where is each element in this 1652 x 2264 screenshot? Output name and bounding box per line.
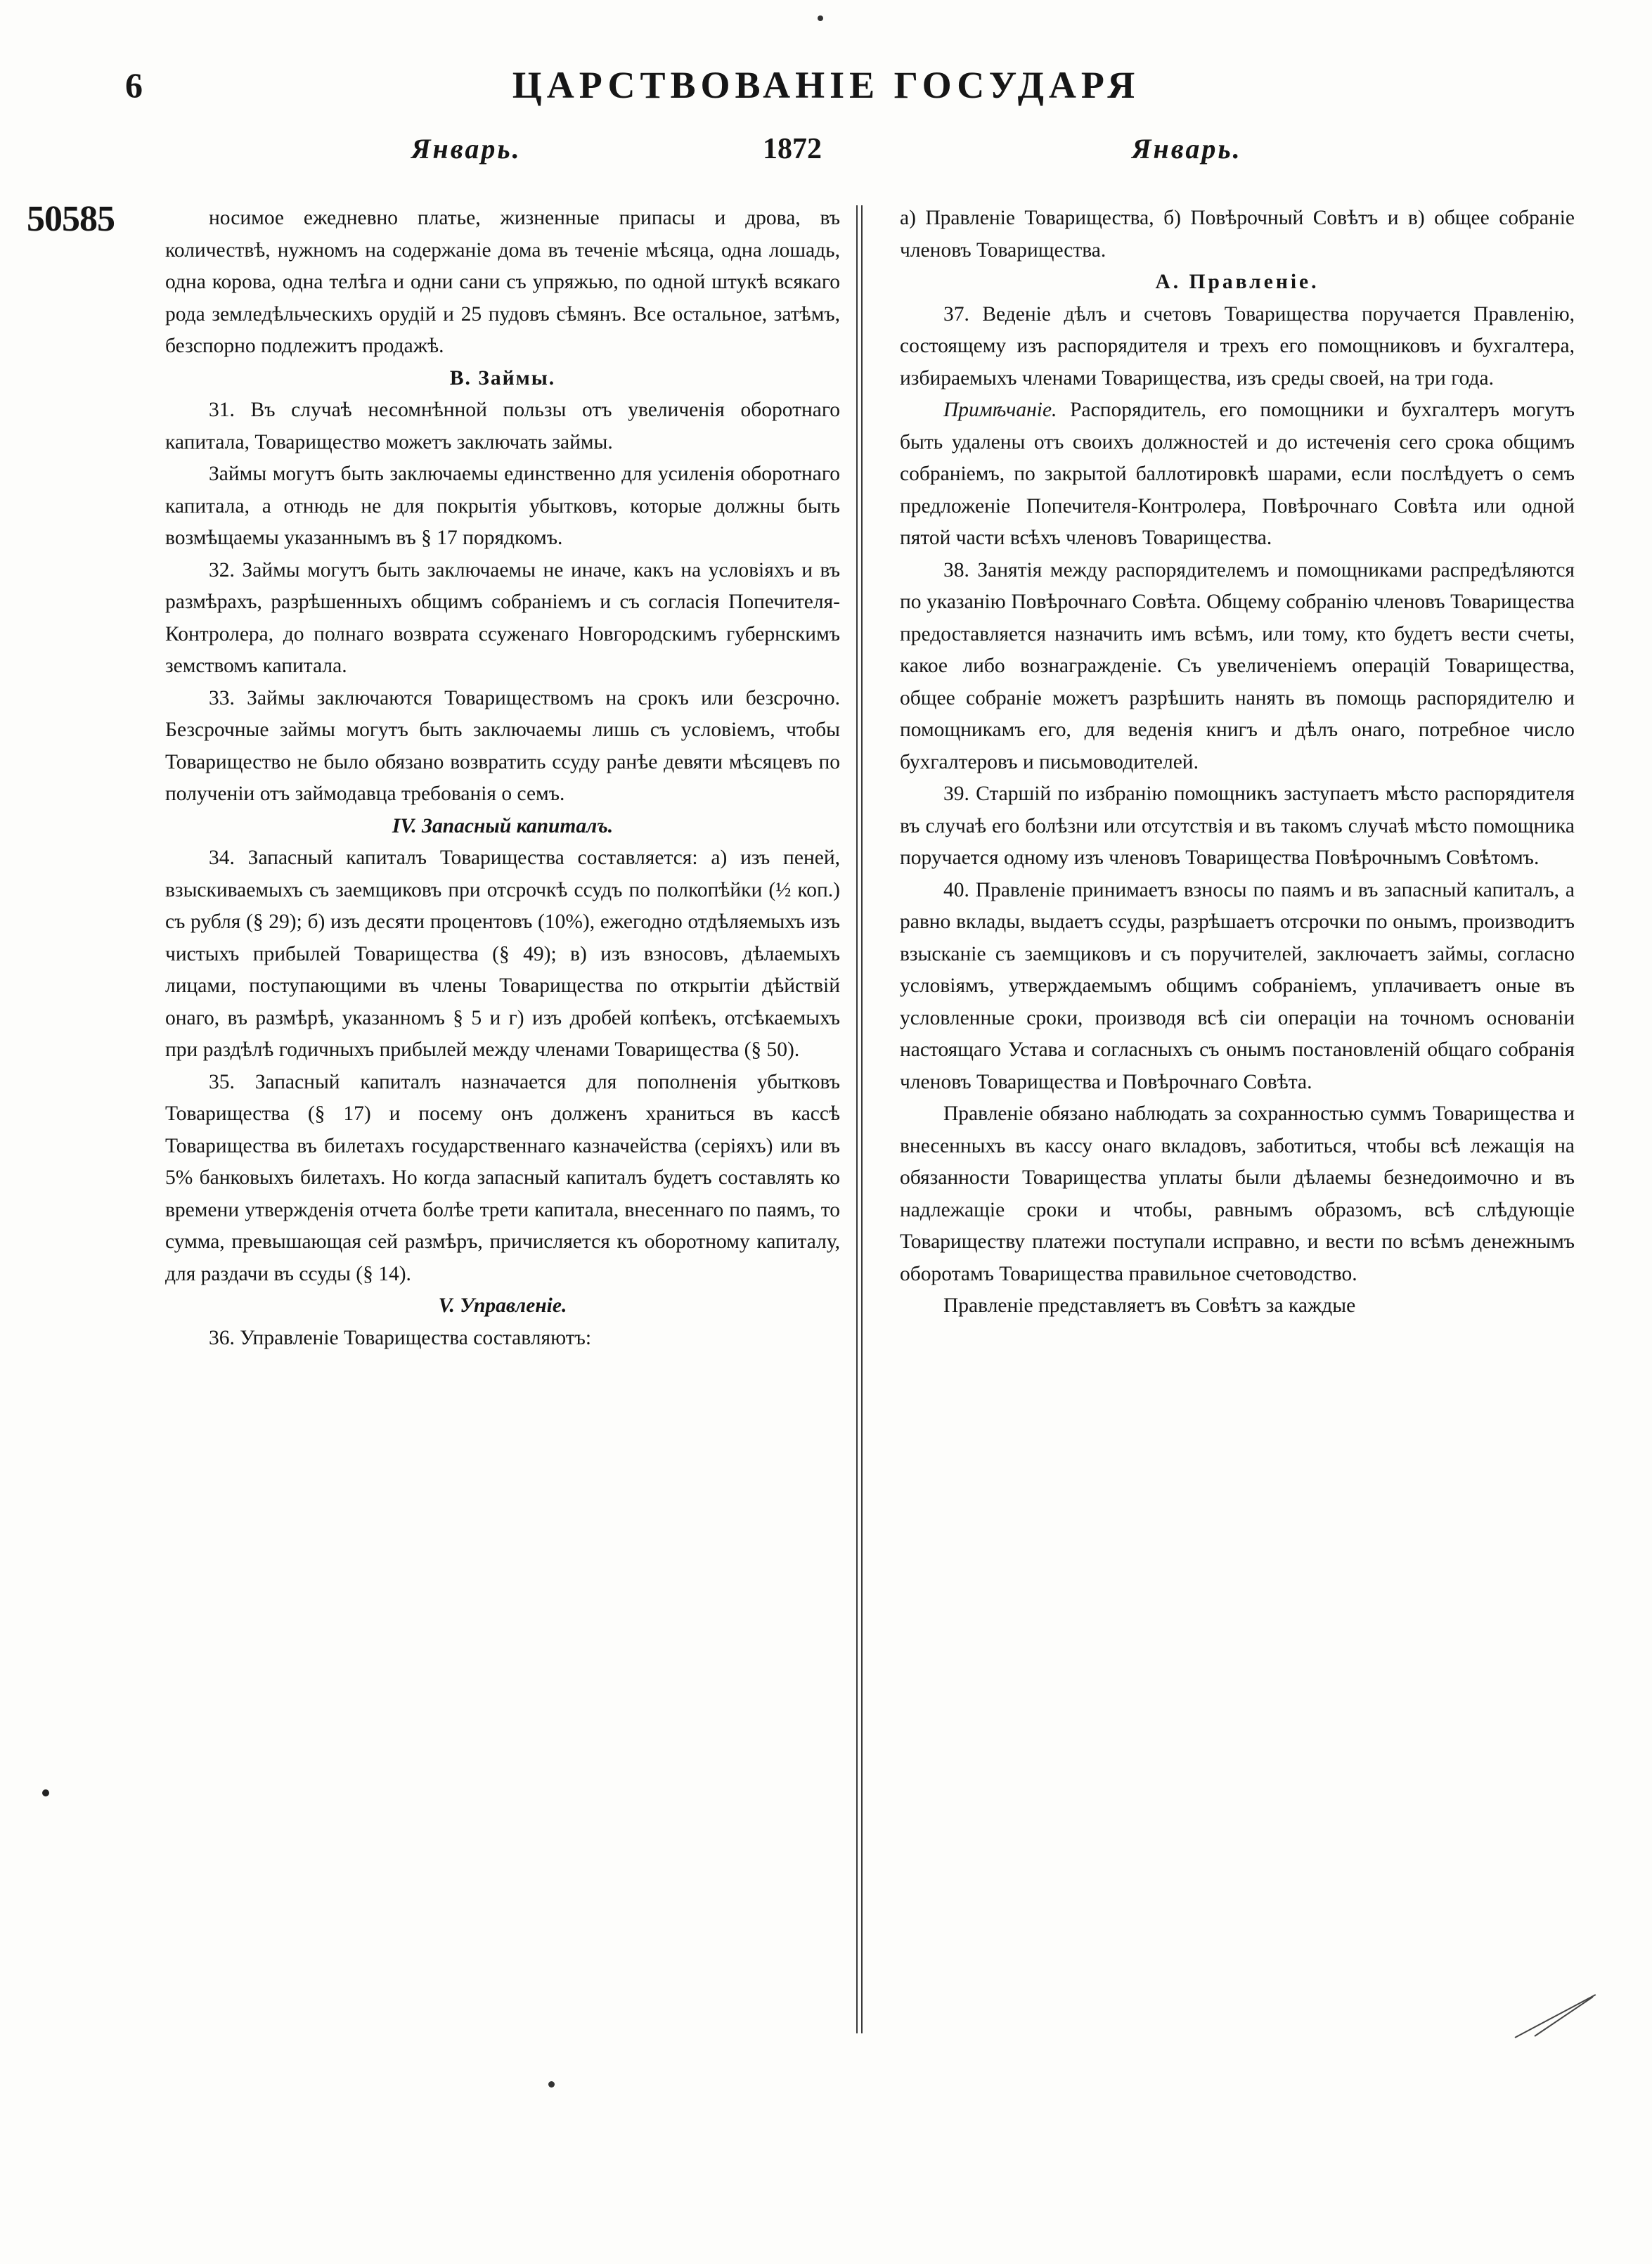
- stray-mark-bottom: [548, 2081, 555, 2088]
- paragraph: 33. Займы заключаются Товариществомъ на срокъ или безсрочно. Безсрочные займы могутъ быть заключаемы лишь съ условіемъ, чтобы Товарищество не было обязано возвратить ссуду ранѣе девяти мѣсяцевъ по полученіи отъ займодавца требованія о семъ.: [165, 686, 840, 805]
- left-column: [165, 202, 840, 1354]
- paragraph: 39. Старшій по избранію помощникъ заступаетъ мѣсто распорядителя въ случаѣ его болѣзни или отсутствія и въ такомъ случаѣ мѣсто помощника поручается одному изъ членовъ Товарищества Повѣрочнымъ Совѣтомъ.: [900, 783, 1575, 869]
- page-number: 6: [125, 65, 143, 105]
- paragraph: 40. Правленіе принимаетъ взносы по паямъ и въ запасный капиталъ, а равно вклады, выдаетъ ссуды, разрѣшаетъ отсрочки по онымъ, производитъ взысканіе съ заемщиковъ и съ поручителей, заключаетъ займы, согласно условіямъ, утверждаемымъ общимъ собраніемъ, уплачиваетъ оные въ условленные сроки, производя всѣ сіи операціи на точномъ основаніи настоящаго Устава и согласныхъ съ онымъ постановленій общаго собранія членовъ Товарищества и Повѣрочнаго Совѣта.: [900, 878, 1575, 1093]
- paragraph: Правленіе представляетъ въ Совѣтъ за каждые: [943, 1294, 1356, 1317]
- stray-mark-top: [818, 15, 823, 21]
- note-paragraph: [900, 394, 1575, 555]
- paragraph: 34. Запасный капиталъ Товарищества составляется: а) изъ пеней, взыскиваемыхъ съ заемщиковъ при отсрочкѣ ссудъ по полкопѣйки (½ коп.) съ рубля (§ 29); б) изъ десяти процентовъ (10%), ежегодно отдѣляемыхъ изъ чистыхъ прибылей Товарищества (§ 49); в) изъ взносовъ, дѣлаемыхъ лицами, поступающими въ члены Товарищества по открытіи дѣйствій онаго, въ размѣрѣ, указанномъ § 5 и г) изъ дробей копѣекъ, отсѣкаемыхъ при раздѣлѣ годичныхъ прибылей между членами Товарищества (§ 50).: [165, 847, 840, 1061]
- year: 1872: [763, 133, 822, 165]
- month-left: Январь.: [411, 133, 522, 165]
- column-divider: [856, 205, 863, 2033]
- section-heading: V. Управленіе.: [438, 1294, 567, 1317]
- page-title: ЦАРСТВОВАНІЕ ГОСУДАРЯ: [512, 64, 1140, 106]
- paragraph: 38. Занятія между распорядителемъ и помощниками распредѣляются по указанію Повѣрочнаго Совѣта. Общему собранію членовъ Товарищества предоставляется назначить имъ всѣмъ, или тому, кто будетъ вести счеты, какое либо вознагражденіе. Съ увеличеніемъ операцій Товарищества, общее собраніе можетъ разрѣшить нанять въ помощь распорядителю и помощникамъ его, для веденія книгъ и дѣлъ онаго, потребное число бухгалтеровъ и письмоводителей.: [900, 558, 1575, 773]
- stray-mark-left: [42, 1789, 49, 1796]
- section-heading: IV. Запасный капиталъ.: [392, 814, 614, 837]
- paragraph: 32. Займы могутъ быть заключаемы не иначе, какъ на условіяхъ и въ размѣрахъ, разрѣшенныхъ общимъ собраніемъ и съ согласія Попечителя-Контролера, до полнаго возврата ссуженаго Новгородскимъ губернскимъ земствомъ капитала.: [165, 558, 840, 677]
- law-number: 50585: [27, 199, 115, 239]
- running-head: [0, 132, 1652, 174]
- paragraph: 37. Веденіе дѣлъ и счетовъ Товарищества поручается Правленію, состоящему изъ распорядителя и трехъ его помощниковъ и бухгалтера, избираемыхъ членами Товарищества, изъ среды своей, на три года.: [900, 302, 1575, 390]
- paragraph: носимое ежедневно платье, жизненные припасы и дрова, въ количествѣ, нужномъ на содержаніе дома въ теченіе мѣсяца, одна лошадь, одна корова, одна телѣга и одни сани съ упряжью, по одной штукѣ всякаго рода земледѣльческихъ орудій и 25 пудовъ сѣмянъ. Все остальное, затѣмъ, безспорно подлежитъ продажѣ.: [165, 207, 840, 357]
- paragraph: 36. Управленіе Товарищества составляютъ:: [209, 1326, 592, 1349]
- paragraph: Займы могутъ быть заключаемы единственно для усиленія оборотнаго капитала, а отнюдь не для покрытія убытковъ, которые должны быть возмѣщаемы указаннымъ въ § 17 порядкомъ.: [165, 463, 840, 549]
- pen-scratch-mark: [1515, 2000, 1599, 2043]
- paragraph: Правленіе обязано наблюдать за сохранностью суммъ Товарищества и внесенныхъ въ кассу онаго вкладовъ, заботиться, чтобы всѣ лежащія на обязанности Товарищества уплаты были дѣлаемы безнедоимочно и въ надлежащіе сроки и чтобы, равнымъ образомъ, всѣ слѣдующіе Товариществу платежи поступали исправно, и вести по всѣмъ денежнымъ оборотамъ Товарищества правильное счетоводство.: [900, 1102, 1575, 1285]
- note-label: Примѣчаніе.: [943, 399, 1057, 421]
- paragraph: 35. Запасный капиталъ назначается для пополненія убытковъ Товарищества (§ 17) и посему онъ долженъ храниться въ кассѣ Товарищества въ билетахъ государственнаго казначейства (серіяхъ) или въ 5% банковыхъ билетахъ. Но когда запасный капиталъ будетъ составлять ко времени утвержденія отчета болѣе трети капитала, внесеннаго по паямъ, то сумма, превышающая сей размѣръ, причисляется къ оборотному капиталу, для раздачи въ ссуды (§ 14).: [165, 1070, 840, 1285]
- right-column: [900, 202, 1575, 1323]
- paragraph: а) Правленіе Товарищества, б) Повѣрочный Совѣтъ и в) общее собраніе членовъ Товарищества.: [900, 207, 1575, 262]
- month-right: Январь.: [1132, 133, 1242, 165]
- paragraph: 31. Въ случаѣ несомнѣнной пользы отъ увеличенія оборотнаго капитала, Товарищество можетъ заключать займы.: [165, 399, 840, 454]
- section-heading: А. Правленіе.: [1155, 271, 1319, 293]
- page-header: [0, 63, 1652, 107]
- note-text: Распорядитель, его помощники и бухгалтеръ могутъ быть удалены отъ своихъ должностей и до истеченія сего срока общимъ собраніемъ, по закрытой баллотировкѣ шарами, если послѣдуетъ о семъ предложеніе Попечителя-Контролера, Повѣрочнаго Совѣта или одной пятой части всѣхъ членовъ Товарищества.: [900, 399, 1575, 549]
- section-heading: В. Займы.: [449, 366, 556, 390]
